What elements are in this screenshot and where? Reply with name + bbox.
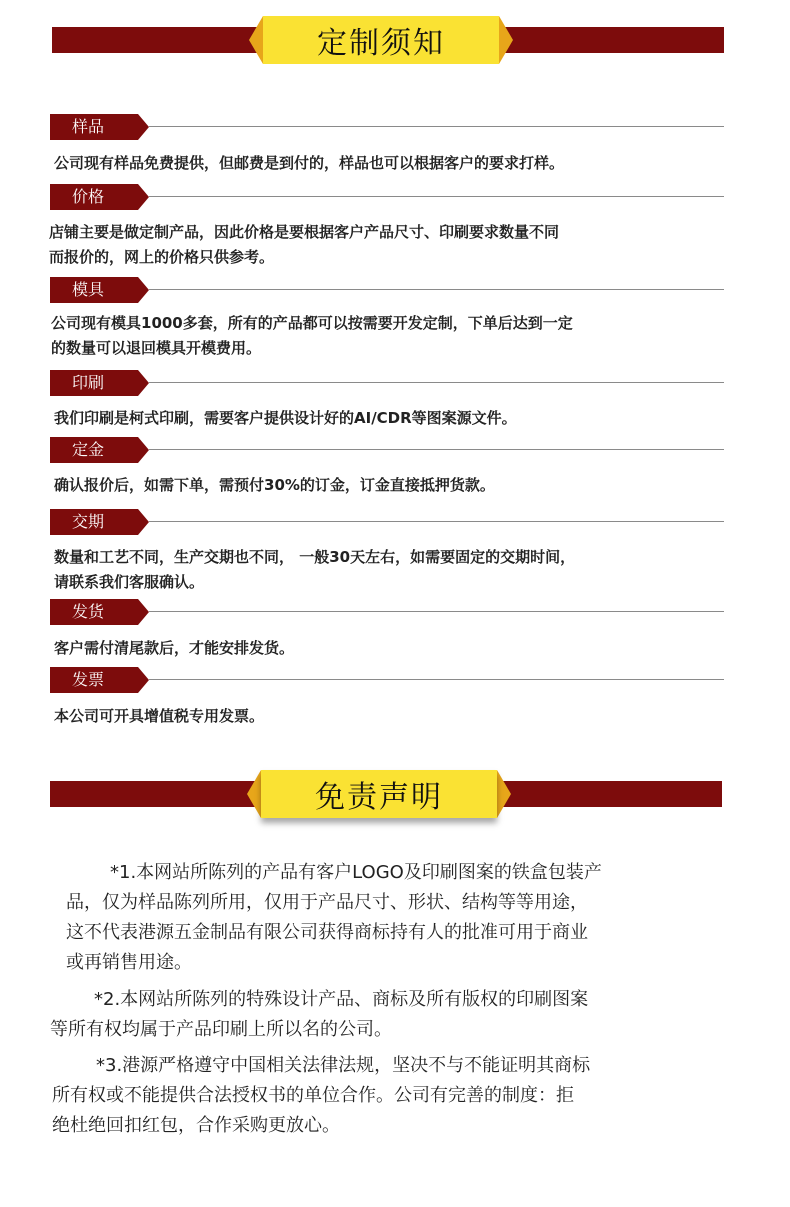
banner-right-fold [499,16,513,64]
section-label: 模具 [50,277,138,303]
section-deposit-header [50,437,724,463]
custom-notice-banner [52,16,724,64]
section-invoice-text: 本公司可开具增值税专用发票。 [54,707,265,725]
divider [149,611,724,612]
divider [149,289,724,290]
section-price-header [50,184,724,210]
banner-title: 定制须知 [263,16,499,64]
divider [149,382,724,383]
section-label: 样品 [50,114,138,140]
disclaimer-paragraph-3: *3.港源严格遵守中国相关法律法规，坚决不与不能证明其商标 所有权或不能提供合法授权书的单位合作。公司有完善的制度：拒 绝杜绝回扣红包，合作采购更放心。 [52,1055,591,1136]
banner-title: 免责声明 [261,770,497,818]
banner-right-fold [497,770,511,818]
section-price-text: 店铺主要是做定制产品，因此价格是要根据客户产品尺寸、印刷要求数量不同 而报价的，网上的价格只供参考。 [49,223,560,266]
section-sample-text: 公司现有样品免费提供，但邮费是到付的，样品也可以根据客户的要求打样。 [54,154,565,172]
section-label: 印刷 [50,370,138,396]
section-sample-header [50,114,724,140]
divider [149,196,724,197]
disclaimer-paragraph-2: *2.本网站所陈列的特殊设计产品、商标及所有版权的印刷图案 等所有权均属于产品印刷上所以名的公司。 [50,989,589,1040]
section-delivery-time-header [50,509,724,535]
banner-left-fold [247,770,261,818]
section-label: 交期 [50,509,138,535]
disclaimer-banner [50,770,722,818]
divider [149,521,724,522]
banner-left-fold [249,16,263,64]
divider [149,126,724,127]
section-print-text: 我们印刷是柯式印刷，需要客户提供设计好的AI/CDR等图案源文件。 [54,409,517,427]
section-mold-header [50,277,724,303]
section-label: 发货 [50,599,138,625]
section-label: 发票 [50,667,138,693]
disclaimer-paragraph-1: *1.本网站所陈列的产品有客户LOGO及印刷图案的铁盒包装产 品，仅为样品陈列所用，仅用于产品尺寸、形状、结构等等用途， 这不代表港源五金制品有限公司获得商标持有人的批准可用于商业 或再销售用途。 [66,862,602,973]
section-shipping-header [50,599,724,625]
section-label: 价格 [50,184,138,210]
section-invoice-header [50,667,724,693]
section-label: 定金 [50,437,138,463]
divider [149,679,724,680]
section-shipping-text: 客户需付清尾款后，才能安排发货。 [54,639,295,657]
section-delivery-time-text: 数量和工艺不同，生产交期也不同， 一般30天左右，如需要固定的交期时间， 请联系我们客服确认。 [54,548,576,591]
section-deposit-text: 确认报价后，如需下单，需预付30%的订金，订金直接抵押货款。 [54,476,495,494]
divider [149,449,724,450]
section-print-header [50,370,724,396]
section-mold-text: 公司现有模具1000多套，所有的产品都可以按需要开发定制，下单后达到一定 的数量可以退回模具开模费用。 [51,314,573,357]
